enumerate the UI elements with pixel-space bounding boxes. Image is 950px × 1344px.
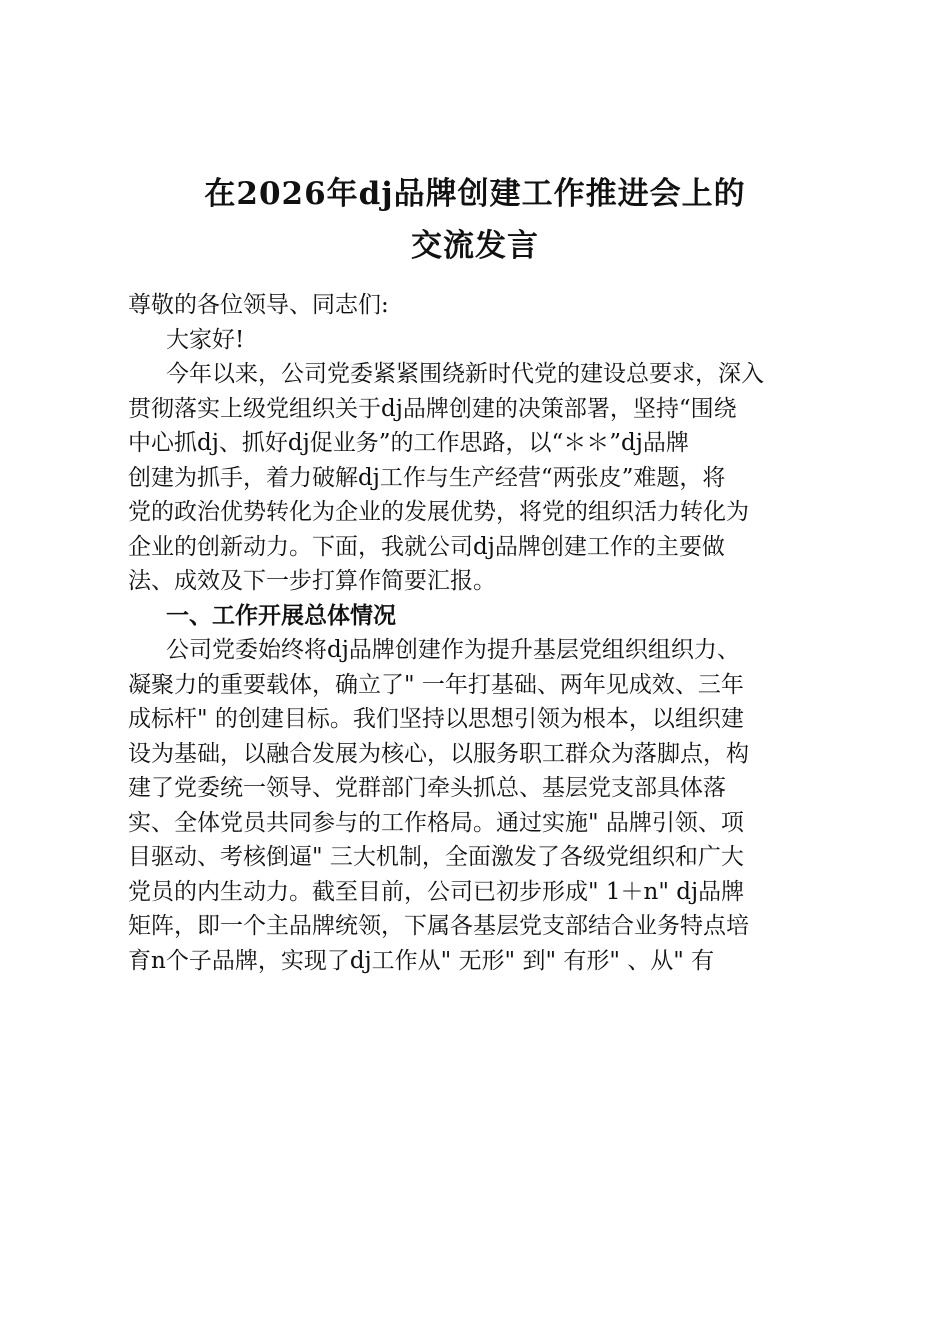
paragraph-line: 贯彻落实上级党组织关于dj品牌创建的决策部署，坚持“围绕 xyxy=(128,395,737,422)
paragraph-intro xyxy=(128,357,828,599)
greeting: 大家好! xyxy=(166,326,245,353)
section-heading: 一、工作开展总体情况 xyxy=(166,601,396,629)
paragraph-line: 法、成效及下一步打算作简要汇报。 xyxy=(128,568,496,594)
paragraph-line: 党员的内生动力。截至目前，公司已初步形成" 1＋n" dj品牌 xyxy=(128,878,745,905)
paragraph-line: 中心抓dj、抓好dj促业务”的工作思路，以“＊＊”dj品牌 xyxy=(128,430,689,456)
document-body xyxy=(128,288,828,978)
paragraph-line: 实、全体党员共同参与的工作格局。通过实施" 品牌引领、项 xyxy=(128,809,744,836)
paragraph-line: 今年以来，公司党委紧紧围绕新时代党的建设总要求，深入 xyxy=(166,361,764,387)
paragraph-line: 目驱动、考核倒逼" 三大机制，全面激发了各级党组织和广大 xyxy=(128,844,744,870)
paragraph-line: 凝聚力的重要载体，确立了" 一年打基础、两年见成效、三年 xyxy=(128,671,744,698)
document-title xyxy=(0,168,950,272)
title-line-1: 在2026年dj品牌创建工作推进会上的 xyxy=(204,176,746,212)
paragraph-line: 建了党委统一领导、党群部门牵头抓总、基层党支部具体落 xyxy=(128,775,726,801)
paragraph-line: 企业的创新动力。下面，我就公司dj品牌创建工作的主要做 xyxy=(128,533,725,560)
paragraph-line: 创建为抓手，着力破解dj工作与生产经营“两张皮”难题，将 xyxy=(128,464,726,491)
paragraph-line: 设为基础，以融合发展为核心，以服务职工群众为落脚点，构 xyxy=(128,740,749,767)
paragraph-line: 育n个子品牌，实现了dj工作从" 无形" 到" 有形" 、从" 有 xyxy=(128,947,715,974)
paragraph-overview xyxy=(128,633,828,978)
paragraph-line: 党的政治优势转化为企业的发展优势，将党的组织活力转化为 xyxy=(128,499,749,525)
paragraph-line: 成标杆" 的创建目标。我们坚持以思想引领为根本，以组织建 xyxy=(128,706,744,732)
title-line-2: 交流发言 xyxy=(411,228,539,264)
paragraph-line: 公司党委始终将dj品牌创建作为提升基层党组织组织力、 xyxy=(166,637,740,663)
salutation: 尊敬的各位领导、同志们: xyxy=(128,292,389,318)
paragraph-line: 矩阵，即一个主品牌统领，下属各基层党支部结合业务特点培 xyxy=(128,913,749,939)
